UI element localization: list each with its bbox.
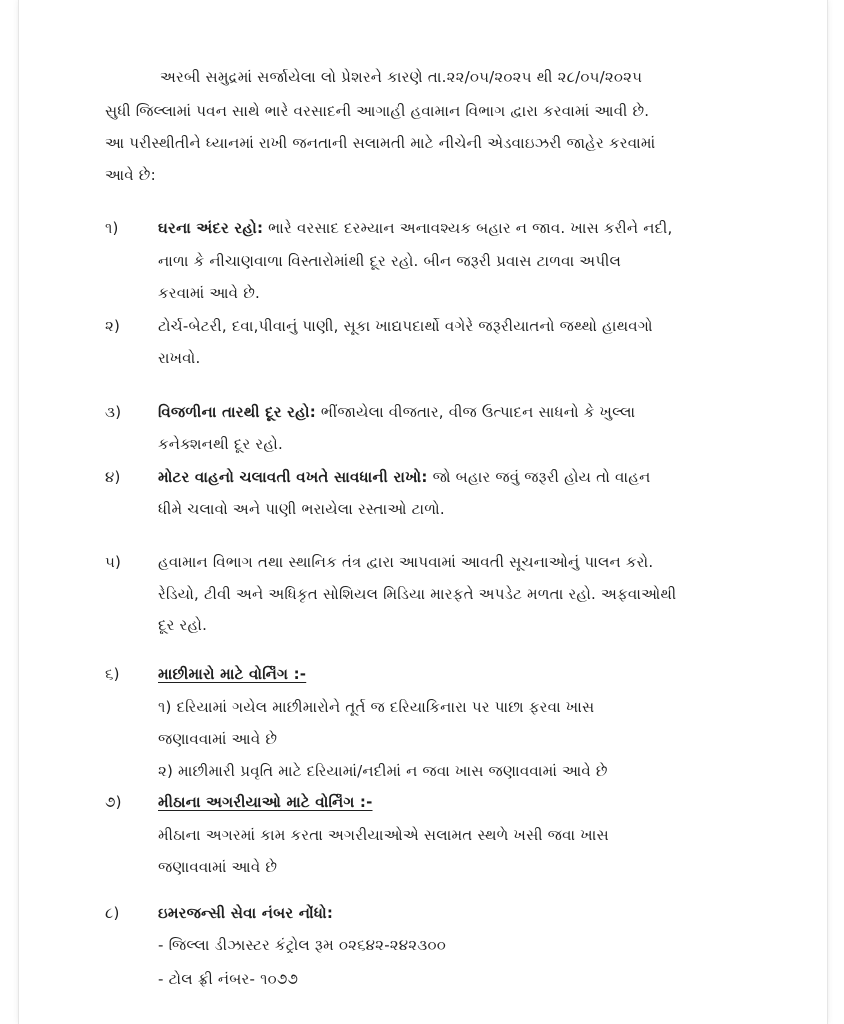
item-number: ૫) — [105, 553, 122, 571]
item-line: નાળા કે નીચાણવાળા વિસ્તારોમાંથી દૂર રહો. બીન જરૂરી પ્રવાસ ટાળવા અપીલ — [158, 252, 622, 270]
item-line: જણાવવામાં આવે છે — [158, 858, 278, 876]
item-number: ૪) — [105, 468, 121, 486]
item-text: ભીંજાયેલા વીજતાર, વીજ ઉત્પાદન સાધનો કે ખુલ્લા — [320, 403, 636, 421]
item-line: દૂર રહો. — [158, 616, 208, 634]
intro-line: આ પરીસ્થીતીને ધ્યાનમાં રાખી જનતાની સલામતી માટે નીચેની એડવાઇઝરી જાહેર કરવામાં — [105, 134, 656, 152]
item-number: ૩) — [105, 403, 122, 421]
item-line: - ટોલ ફ્રી નંબર- ૧૦૭૭ — [158, 970, 299, 988]
intro-line: સુધી જિલ્લામાં પવન સાથે ભારે વરસાદની આગાહી હવામાન વિભાગ દ્વારા કરવામાં આવી છે. — [105, 102, 650, 120]
item-line — [158, 218, 673, 238]
item-number: ૮) — [105, 904, 120, 922]
item-line: ૨) માછીમારી પ્રવૃતિ માટે દરિયામાં/નદીમાં ન જવા ખાસ જણાવવામાં આવે છે — [158, 762, 608, 780]
item-line: રાખવો. — [158, 349, 201, 367]
item-heading: ઘરના અંદર રહો: — [158, 219, 264, 237]
item-number: ૨) — [105, 317, 121, 335]
item-heading: ઇમરજન્સી સેવા નંબર નોંધો: — [158, 904, 334, 922]
item-number: ૬) — [105, 665, 120, 683]
item-heading: વિજળીના તારથી દૂર રહો: — [158, 403, 316, 421]
item-line: જણાવવામાં આવે છે — [158, 730, 278, 748]
item-line — [158, 402, 635, 422]
item-number: ૭) — [105, 793, 122, 811]
item-heading: માછીમારો માટે વોર્નિંગ :- — [158, 665, 307, 683]
item-line: મીઠાના અગરમાં કામ કરતા અગરીયાઓએ સલામત સ્થળે ખસી જવા ખાસ — [158, 826, 609, 844]
item-line: ધીમે ચલાવો અને પાણી ભરાયેલા રસ્તાઓ ટાળો. — [158, 500, 445, 518]
item-heading: મોટર વાહનો ચલાવતી વખતે સાવધાની રાખો: — [158, 468, 428, 486]
item-line: કનેક્શનથી દૂર રહો. — [158, 435, 283, 453]
item-heading: મીઠાના અગરીયાઓ માટે વોર્નિંગ :- — [158, 793, 373, 811]
item-line: ટોર્ચ-બેટરી, દવા,પીવાનું પાણી, સૂકા ખાદ્યપદાર્થો વગેરે જરૂરીયાતનો જથ્થો હાથવગો — [158, 317, 653, 335]
intro-line: અરબી સમુદ્રમાં સર્જાયેલા લો પ્રેશરને કારણે તા.૨૨/૦૫/૨૦૨૫ થી ૨૮/૦૫/૨૦૨૫ — [160, 68, 643, 86]
item-text: ભારે વરસાદ દરમ્યાન અનાવશ્યક બહાર ન જાવ. ખાસ કરીને નદી, — [268, 219, 673, 237]
item-line: ૧) દરિયામાં ગયેલ માછીમારોને તૂર્ત જ દરિયાકિનારા પર પાછા ફરવા ખાસ — [158, 698, 595, 716]
intro-line: આવે છે: — [105, 166, 156, 184]
document-page — [18, 0, 828, 1024]
item-number: ૧) — [105, 219, 119, 237]
item-text: જો બહાર જવું જરૂરી હોય તો વાહન — [432, 468, 651, 486]
item-line — [158, 467, 650, 487]
item-line: - જિલ્લા ડીઝાસ્ટર કંટ્રોલ રૂમ ૦૨૬૪૨-૨૪૨૩૦૦ — [158, 936, 446, 954]
item-line: હવામાન વિભાગ તથા સ્થાનિક તંત્ર દ્વારા આપવામાં આવતી સૂચનાઓનું પાલન કરો. — [158, 553, 654, 571]
item-line: રેડિયો, ટીવી અને અધિકૃત સોશિયલ મિડિયા મારફતે અપડેટ મળતા રહો. અફવાઓથી — [158, 585, 677, 603]
item-line: કરવામાં આવે છે. — [158, 284, 260, 302]
